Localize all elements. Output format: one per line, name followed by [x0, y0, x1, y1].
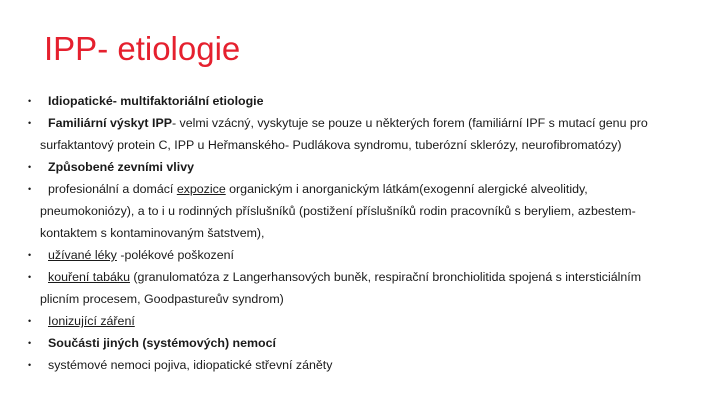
bullet-occupational: [28, 178, 698, 244]
smoking-link[interactable]: kouření tabáku: [48, 270, 130, 284]
bullet-dot: •: [28, 316, 32, 326]
bullet-text: Způsobené zevními vlivy: [48, 160, 194, 174]
bullet-systemic: [28, 332, 698, 354]
expozice-link[interactable]: expozice: [176, 182, 226, 196]
bullet-text: systémové nemoci pojiva, idiopatické střevní záněty: [48, 358, 333, 372]
bullet-text: Součásti jiných (systémových) nemocí: [48, 336, 276, 350]
bullet-dot: •: [28, 118, 32, 128]
bullet-external: [28, 156, 698, 178]
bullet-pre: profesionální a domácí: [48, 182, 177, 196]
radiation-link[interactable]: Ionizující záření: [48, 314, 135, 328]
bullet-lead: Familiární výskyt IPP: [48, 116, 172, 130]
bullet-dot: •: [28, 250, 32, 260]
bullet-rest: organickým i anorganickým látkám(exogenní alergické alveolitidy,: [225, 182, 588, 196]
bullet-dot: •: [28, 96, 32, 106]
bullet-connective: [28, 354, 698, 376]
bullet-dot: •: [28, 162, 32, 172]
slide-title: IPP- etiologie: [44, 30, 241, 67]
bullet-continuation: surfaktantový protein C, IPP u Heřmanského- Pudlákova syndromu, tuberózní sklerózy, neurofibromatózy): [40, 138, 622, 152]
bullet-radiation: [28, 310, 698, 332]
bullet-rest: (granulomatóza z Langerhansových buněk, respirační bronchiolitida spojená s intersticiálním: [129, 270, 642, 284]
bullet-rest: - velmi vzácný, vyskytuje se pouze u některých forem (familiární IPF s mutací genu pro: [171, 116, 648, 130]
bullet-idiopathic: [28, 90, 698, 112]
drugs-link[interactable]: užívané léky: [48, 248, 117, 262]
bullet-dot: •: [28, 184, 32, 194]
bullet-dot: •: [28, 272, 32, 282]
bullet-text: Idiopatické- multifaktoriální etiologie: [48, 94, 264, 108]
bullet-continuation-2: kontaktem s kontaminovaným šatstvem),: [40, 226, 265, 240]
bullet-continuation-1: pneumokoniózy), a to i u rodinných příslušníků (postižení příslušníků rodin pracovníků s beryliem, azbestem-: [40, 204, 636, 218]
bullet-familial: [28, 112, 698, 156]
bullet-rest: -polékové poškození: [116, 248, 234, 262]
bullet-smoking: [28, 266, 698, 310]
bullet-dot: •: [28, 360, 32, 370]
bullet-drugs: [28, 244, 698, 266]
bullet-dot: •: [28, 338, 32, 348]
bullet-continuation: plicním procesem, Goodpastureův syndrom): [40, 292, 284, 306]
